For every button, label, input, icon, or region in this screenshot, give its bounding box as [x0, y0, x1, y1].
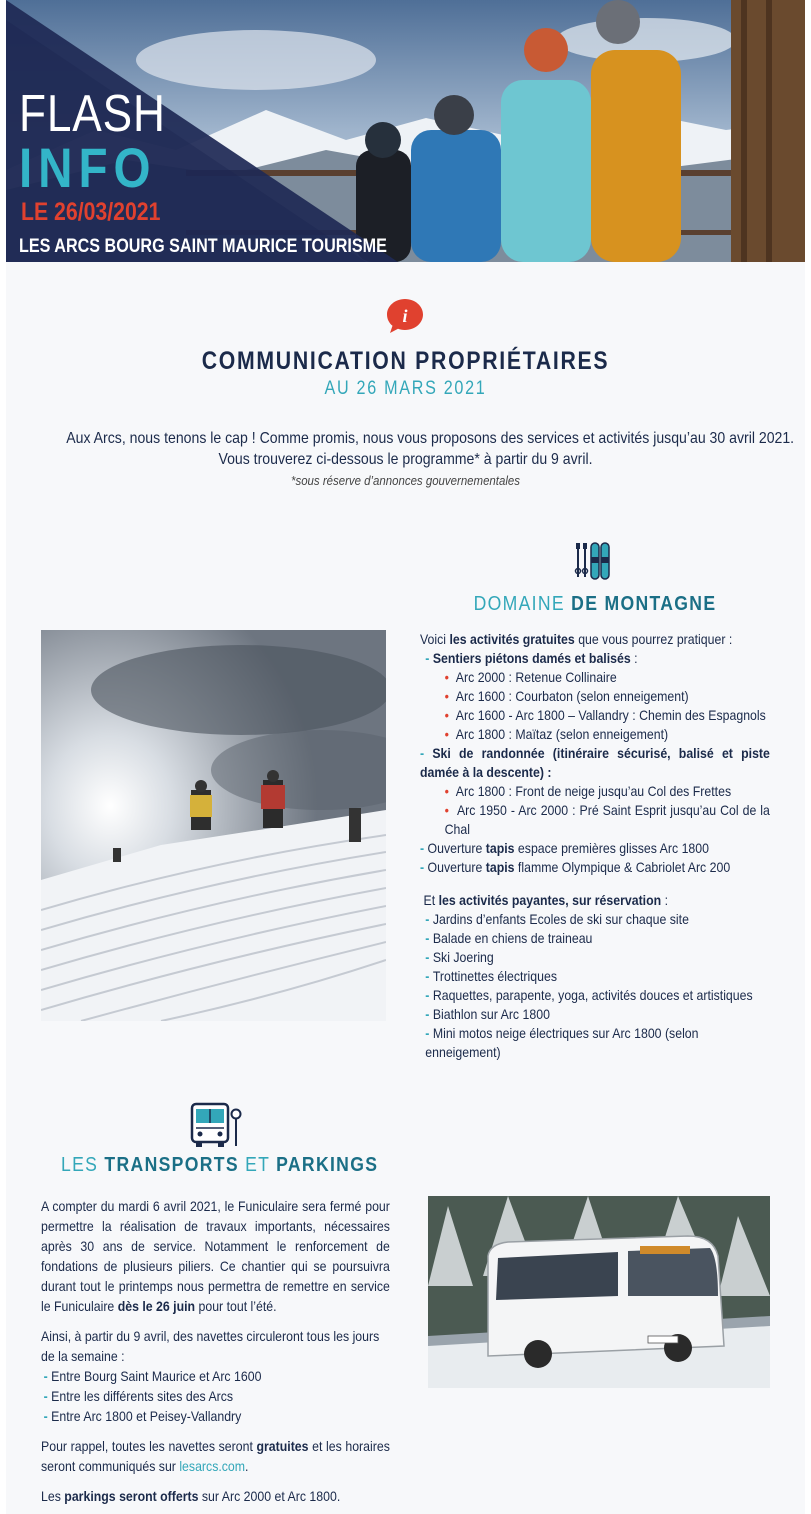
parking-text: Les: [41, 1488, 65, 1504]
touring-heading-label: Ski de randonnée (itinéraire sécurisé, balisé et piste damée à la descente) :: [420, 745, 770, 780]
route-item: - Entre Arc 1800 et Peisey-Vallandry: [43, 1408, 242, 1424]
mountain-title-part2: DE MONTAGNE: [571, 593, 717, 615]
paid-activities-intro: [420, 891, 770, 910]
route-item: - Entre les différents sites des Arcs: [43, 1388, 234, 1404]
page-title: COMMUNICATION PROPRIÉTAIRES: [201, 347, 610, 375]
intro-note: *sous réserve d’annonces gouvernementales: [291, 473, 520, 488]
transport-text: [41, 1196, 390, 1514]
free-shuttle-text: Pour rappel, toutes les navettes seront: [41, 1438, 257, 1454]
paid-item: - Biathlon sur Arc 1800: [425, 1006, 550, 1022]
mountain-title-part1: DOMAINE: [473, 593, 572, 615]
free-shuttle-bold: gratuites: [256, 1438, 309, 1454]
funicular-text-end: pour tout l’été.: [195, 1298, 277, 1314]
carpet-bold: tapis: [485, 859, 515, 875]
route-item-label: Entre Arc 1800 et Peisey-Vallandry: [51, 1408, 242, 1424]
paid-item-label: Biathlon sur Arc 1800: [432, 1006, 550, 1022]
carpet-text: Ouverture: [427, 859, 486, 875]
carpet-text: Ouverture: [427, 840, 486, 856]
transport-title-part1: LES: [61, 1154, 105, 1176]
free-shuttle-text-mid: et les horaires seront communiqués sur: [41, 1438, 390, 1474]
paid-item: - Mini motos neige électriques sur Arc 1800 (selon enneigement): [425, 1025, 699, 1060]
free-activities-intro: [420, 630, 770, 649]
path-item-label: Arc 1600 : Courbaton (selon enneigement): [455, 688, 689, 704]
funicular-date: dès le 26 juin: [117, 1298, 196, 1314]
touring-item: • Arc 1950 - Arc 2000 : Pré Saint Esprit jusqu’au Col de la Chal: [444, 802, 770, 837]
paid-item: - Trottinettes électriques: [425, 968, 557, 984]
paid-item: - Jardins d’enfants Ecoles de ski sur chaque site: [425, 911, 689, 927]
path-item: • Arc 1600 - Arc 1800 – Vallandry : Chemin des Espagnols: [444, 707, 766, 723]
touring-item-label: Arc 1950 - Arc 2000 : Pré Saint Esprit jusqu’au Col de la Chal: [444, 802, 770, 837]
parking-bold: parkings seront offerts: [64, 1488, 199, 1504]
touring-heading: - Ski de randonnée (itinéraire sécurisé, balisé et piste damée à la descente) :: [420, 745, 770, 780]
paid-item-label: Mini motos neige électriques sur Arc 1800 (selon enneigement): [425, 1025, 699, 1060]
intro-line-2: Vous trouverez ci-dessous le programme* à partir du 9 avril.: [218, 451, 593, 468]
route-item-label: Entre Bourg Saint Maurice et Arc 1600: [51, 1368, 262, 1384]
carpet-bold: tapis: [485, 840, 515, 856]
bus-stop-icon: [190, 1102, 242, 1148]
paid-item: - Balade en chiens de traineau: [425, 930, 593, 946]
paid-item-label: Trottinettes électriques: [432, 968, 557, 984]
carpet-item: - Ouverture tapis espace premières glisses Arc 1800: [420, 840, 709, 856]
organization-name: LES ARCS BOURG SAINT MAURICE TOURISME: [19, 236, 387, 257]
path-item: • Arc 2000 : Retenue Collinaire: [444, 669, 617, 685]
free-intro-bold: les activités gratuites: [449, 631, 575, 647]
paid-item-label: Raquettes, parapente, yoga, activités douces et artistiques: [432, 987, 753, 1003]
free-shuttle-text-end: .: [245, 1458, 249, 1474]
intro-text: [20, 428, 795, 491]
transport-title-part3: ET: [238, 1154, 277, 1176]
path-item-label: Arc 1600 - Arc 1800 – Vallandry : Chemin des Espagnols: [455, 707, 766, 723]
mountain-section-title: [441, 593, 749, 616]
funicular-text: A compter du mardi 6 avril 2021, le Funiculaire sera fermé pour permettre la réalisation de travaux importants, nécessaires après 30 ans de service. Notamment le renforcement de fondations de plusieurs piliers. Ce chantier qui se poursuivra durant tout le printemps nous permettra de remettre en service le Funiculaire: [41, 1198, 390, 1314]
parking-paragraph: [41, 1486, 390, 1506]
info-heading: INFO: [19, 136, 157, 199]
paid-item: - Ski Joering: [425, 949, 494, 965]
route-item: - Entre Bourg Saint Maurice et Arc 1600: [43, 1368, 262, 1384]
paid-item: - Raquettes, parapente, yoga, activités douces et artistiques: [425, 987, 753, 1003]
shuttle-bus-photo: [428, 1196, 770, 1388]
paid-item-label: Jardins d’enfants Ecoles de ski sur chaque site: [432, 911, 689, 927]
parking-text-end: sur Arc 2000 et Arc 1800.: [198, 1488, 341, 1504]
ski-equipment-icon: [573, 541, 615, 581]
transport-title-part2: TRANSPORTS: [104, 1154, 239, 1176]
path-item: • Arc 1600 : Courbaton (selon enneigement): [444, 688, 689, 704]
shuttle-paragraph: Ainsi, à partir du 9 avril, des navettes circuleront tous les jours de la semaine :: [41, 1328, 380, 1364]
ski-touring-photo: [41, 630, 386, 1021]
info-bubble-icon: [386, 298, 424, 334]
path-item-label: Arc 2000 : Retenue Collinaire: [455, 669, 617, 685]
page-subtitle: AU 26 MARS 2021: [324, 378, 487, 399]
lesarcs-link[interactable]: lesarcs.com: [179, 1458, 246, 1474]
intro-line-1: Aux Arcs, nous tenons le cap ! Comme promis, nous vous proposons des services et activités jusqu’au 30 avril 2021.: [66, 430, 795, 447]
flash-date: LE 26/03/2021: [21, 198, 161, 226]
path-item-label: Arc 1800 : Maïtaz (selon enneigement): [455, 726, 669, 742]
paths-heading-label: Sentiers piétons damés et balisés: [432, 650, 631, 666]
touring-item: • Arc 1800 : Front de neige jusqu’au Col des Frettes: [444, 783, 732, 799]
paid-item-label: Balade en chiens de traineau: [432, 930, 593, 946]
carpet-text-end: flamme Olympique & Cabriolet Arc 200: [514, 859, 731, 875]
header-banner: [6, 0, 805, 262]
carpet-item: - Ouverture tapis flamme Olympique & Cabriolet Arc 200: [420, 859, 731, 875]
transport-title-part4: PARKINGS: [276, 1154, 379, 1176]
route-item-label: Entre les différents sites des Arcs: [51, 1388, 234, 1404]
touring-item-label: Arc 1800 : Front de neige jusqu’au Col des Frettes: [455, 783, 732, 799]
paid-intro-bold: les activités payantes, sur réservation: [438, 892, 662, 908]
flash-heading: FLASH: [19, 85, 166, 143]
paid-item-label: Ski Joering: [432, 949, 494, 965]
svg-text:i: i: [402, 306, 408, 326]
funicular-paragraph: [41, 1196, 390, 1316]
transport-section-title: [61, 1154, 379, 1177]
paid-intro-end: :: [661, 892, 669, 908]
free-shuttle-paragraph: [41, 1436, 390, 1476]
free-intro-end: que vous pourrez pratiquer :: [574, 631, 733, 647]
free-intro-text: Voici: [420, 631, 450, 647]
path-item: • Arc 1800 : Maïtaz (selon enneigement): [444, 726, 669, 742]
paths-heading-colon: :: [630, 650, 638, 666]
paid-intro-text: Et: [423, 892, 439, 908]
mountain-activities: [420, 630, 770, 1062]
carpet-text-end: espace premières glisses Arc 1800: [514, 840, 709, 856]
paths-heading: - Sentiers piétons damés et balisés :: [425, 650, 638, 666]
